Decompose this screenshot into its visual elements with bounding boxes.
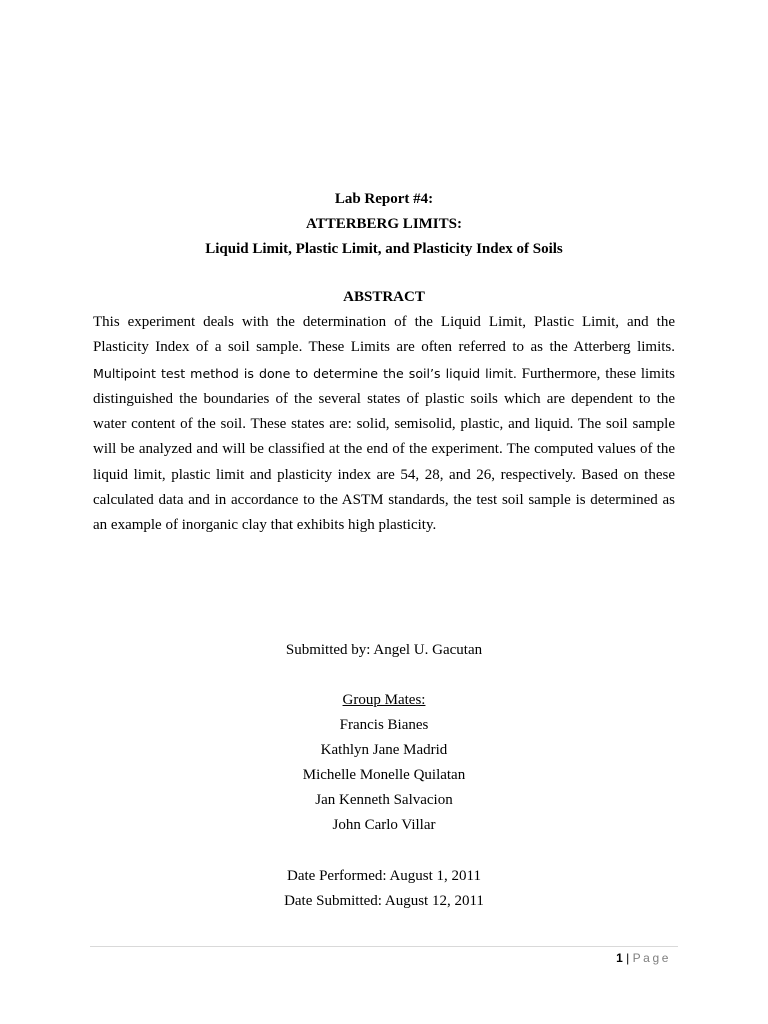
report-number: Lab Report #4: — [334, 191, 434, 207]
group-mate-name: John Carlo Villar — [332, 817, 436, 833]
page-number: 1 — [616, 951, 623, 965]
date-submitted: Date Submitted: August 12, 2011 — [284, 893, 484, 909]
report-title-block — [0, 187, 768, 262]
abstract-heading: ABSTRACT — [343, 289, 425, 305]
abstract-paragraph — [93, 310, 675, 539]
abstract-text-part1: This experiment deals with the determination of the Liquid Limit, Plastic Limit, and the Plasticity Index of a soil sample. These Limits are often referred to as the Atterberg limits. — [93, 314, 675, 356]
footer-divider — [90, 946, 678, 947]
date-performed: Date Performed: August 1, 2011 — [287, 868, 481, 884]
report-subtitle: Liquid Limit, Plastic Limit, and Plasticity Index of Soils — [205, 241, 563, 257]
page-label: Page — [632, 951, 671, 965]
page-footer — [616, 949, 671, 967]
group-mate-name: Kathlyn Jane Madrid — [320, 742, 448, 758]
group-mate-name: Francis Bianes — [339, 717, 429, 733]
page-separator: | — [622, 951, 633, 965]
group-mate-name: Jan Kenneth Salvacion — [315, 792, 453, 808]
group-mates-heading-text: Group Mates: — [342, 692, 426, 708]
submitted-by: Submitted by: Angel U. Gacutan — [285, 642, 483, 658]
abstract-text-part3: Furthermore, these limits distinguished the boundaries of the several states of plastic soils which are dependent to the water content of the soil. These states are: solid, semisolid, plastic, and liquid. The soil sample will be analyzed and will be classified at the end of the experiment. The computed values of the liquid limit, plastic limit and plasticity index are 54, 28, and 26, respectively. Based on these calculated data and in accordance to the ASTM standards, the test soil sample is determined as an example of inorganic clay that exhibits high plasticity. — [93, 365, 675, 534]
group-mate-name: Michelle Monelle Quilatan — [302, 767, 466, 783]
abstract-text-part2: Multipoint test method is done to determine the soil’s liquid limit. — [93, 365, 517, 381]
group-mates-heading — [0, 690, 768, 710]
report-title: ATTERBERG LIMITS: — [305, 216, 462, 232]
